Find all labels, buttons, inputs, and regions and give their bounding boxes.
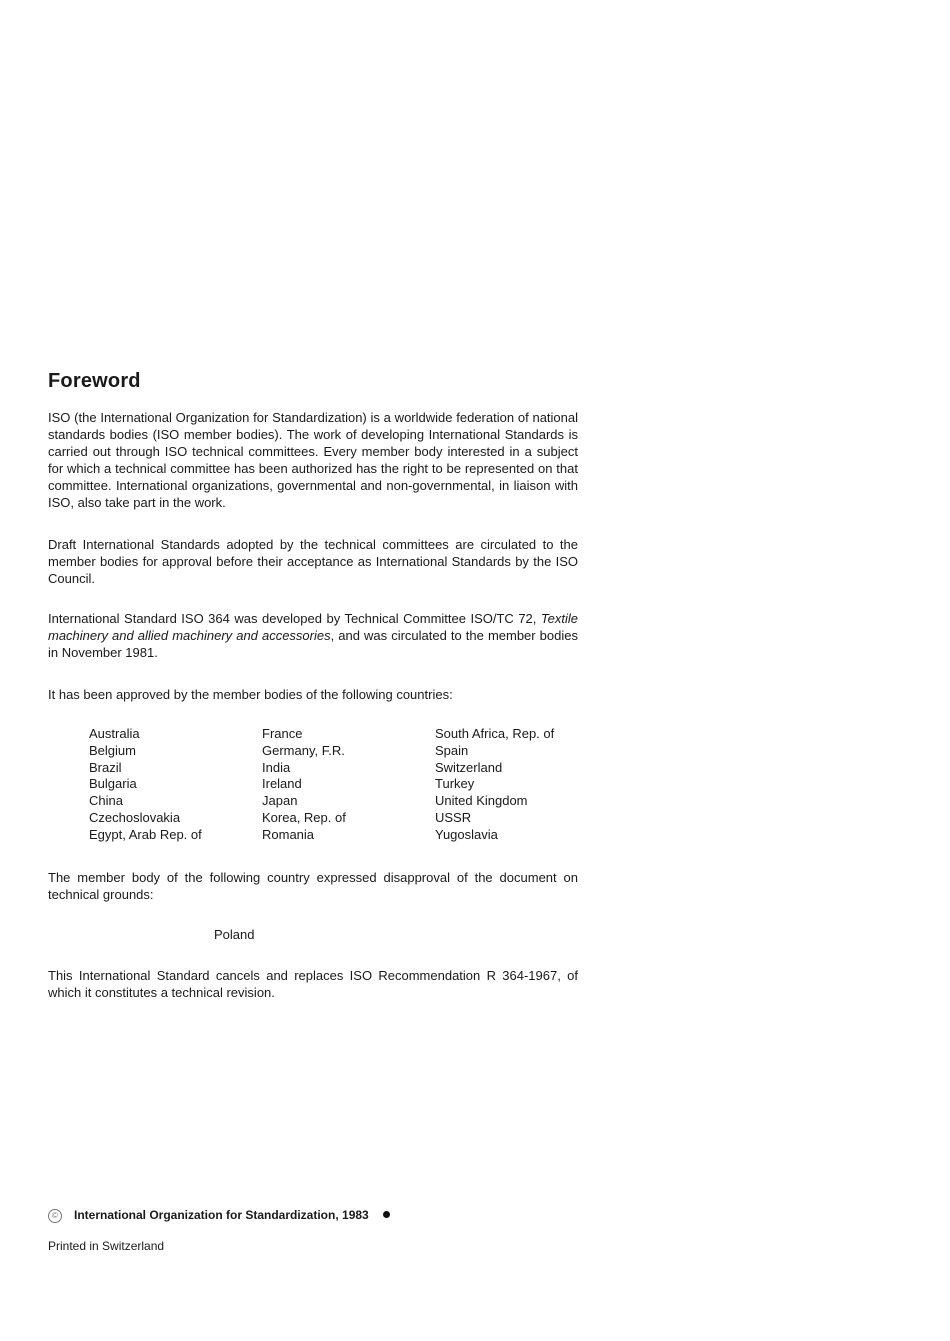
country-item: United Kingdom — [435, 793, 528, 809]
country-item: Bulgaria — [89, 776, 137, 792]
countries-column-3 — [435, 726, 554, 844]
country-item: India — [262, 759, 291, 775]
page-title: Foreword — [48, 370, 141, 392]
country-item: France — [262, 726, 303, 741]
country-item: Germany, F.R. — [262, 742, 345, 758]
country-item: Brazil — [89, 759, 122, 775]
disapproving-country: Poland — [214, 927, 255, 942]
copyright-line — [48, 1208, 390, 1223]
country-item: Yugoslavia — [435, 826, 498, 842]
country-item: China — [89, 793, 123, 809]
country-item: Australia — [89, 726, 140, 741]
paragraph-disapproval: The member body of the following country expressed disapproval of the document on technical grounds: — [48, 870, 578, 902]
committee-title: Textile machinery and allied machinery and accessories — [48, 611, 578, 643]
countries-column-2 — [262, 726, 346, 844]
paragraph-replacement: This International Standard cancels and replaces ISO Recommendation R 364-1967, of which it constitutes a technical revision. — [48, 968, 578, 1000]
country-item: Belgium — [89, 742, 136, 758]
paragraph-draft-standards: Draft International Standards adopted by the technical committees are circulated to the member bodies for approval before their acceptance as International Standards by the ISO Council. — [48, 537, 578, 586]
bullet-icon — [383, 1211, 390, 1218]
country-item: Ireland — [262, 776, 302, 792]
country-item: Egypt, Arab Rep. of — [89, 826, 202, 842]
paragraph-approval: It has been approved by the member bodies of the following countries: — [48, 687, 453, 702]
country-item: Korea, Rep. of — [262, 809, 346, 825]
country-item: Czechoslovakia — [89, 809, 181, 825]
countries-column-1 — [89, 726, 202, 844]
country-item: Switzerland — [435, 759, 503, 775]
paragraph-iso-intro: ISO (the International Organization for Standardization) is a worldwide federation of national standards bodies (ISO member bodies). The work of developing International Standards is carried out through ISO technical committees. Every member body interested in a subject for which a technical committee has been authorized has the right to be represented on that committee. International organizations, governmental and non-governmental, in liaison with ISO, also take part in the work. — [48, 410, 578, 510]
country-item: Japan — [262, 793, 298, 809]
country-item: Romania — [262, 826, 315, 842]
printed-in: Printed in Switzerland — [48, 1239, 165, 1253]
paragraph-development — [48, 610, 578, 661]
paragraph-development-part1: International Standard ISO 364 was developed by Technical Committee ISO/TC 72, — [48, 611, 541, 626]
paragraph-development-part2: , and was circulated to the member bodies in November 1981. — [48, 628, 578, 660]
copyright-icon: © — [48, 1209, 62, 1223]
country-item: Spain — [435, 742, 469, 758]
copyright-text: International Organization for Standardization, 1983 — [74, 1208, 369, 1222]
country-item: Turkey — [435, 776, 475, 792]
country-item: USSR — [435, 809, 472, 825]
country-item: South Africa, Rep. of — [435, 726, 555, 741]
